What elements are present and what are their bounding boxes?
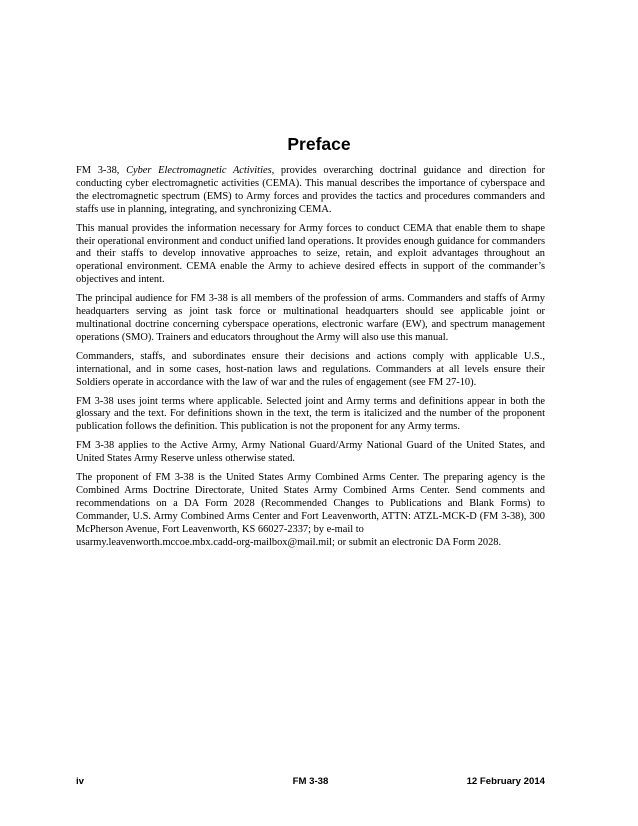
paragraph-scope: This manual provides the information necessary for Army forces to conduct CEMA that enable them to shape their operational environment and conduct unified land operations. It provides enough guidance for commanders and their staffs to develop innovative approaches to seize, retain, and exploit advantages throughout an operational environment. CEMA enable the Army to achieve desired effects in support of the commander’s objectives and intent. [76, 222, 545, 286]
proponent-email: usarmy.leavenworth.mccoe.mbx.cadd-org-mailbox@mail.mil; or submit an electronic DA Form 2028. [76, 536, 502, 548]
footer-publication: FM 3-38 [292, 776, 329, 787]
paragraph-purpose-lead: FM 3-38, [76, 165, 127, 176]
page-title: Preface [287, 134, 351, 154]
paragraph-audience: The principal audience for FM 3-38 is all members of the profession of arms. Commanders and staffs of Army headquarters serving as joint task force or multinational headquarters should see applicable joint or multinational doctrine concerning cyberspace operations, electronic warfare (EW), and spectrum management operations (SMO). Trainers and educators throughout the Army will also use this manual. [76, 293, 545, 343]
paragraph-proponent-text: The proponent of FM 3-38 is the United States Army Combined Arms Center. The preparing agency is the Combined Arms Doctrine Directorate, United States Army Combined Arms Center. Send comments and recommendations on a DA Form 2028 (Recommended Changes to Publications and Blank Forms) to Commander, U.S. Army Combined Arms Center and Fort Leavenworth, ATTN: ATZL-MCK-D (FM 3-38), 300 McPherson Avenue, Fort Leavenworth, KS 66027-2337; by e-mail to [76, 472, 545, 535]
paragraph-purpose [76, 165, 545, 217]
paragraph-purpose-rest: , provides overarching doctrinal guidance and direction for conducting cyber electromagnetic activities (CEMA). This manual describes the importance of cyberspace and the electromagnetic spectrum (EMS) to Army forces and provides the tactics and procedures commanders and staffs use in planning, integrating, and synchronizing CEMA. [76, 165, 545, 215]
paragraph-applicability: FM 3-38 applies to the Active Army, Army National Guard/Army National Guard of the United States, and United States Army Reserve unless otherwise stated. [76, 440, 545, 465]
footer-date: 12 February 2014 [466, 776, 545, 787]
paragraph-proponent [76, 472, 545, 549]
preface-body [76, 165, 545, 555]
footer-page-number: iv [76, 776, 85, 787]
manual-title: Cyber Electromagnetic Activities [126, 165, 272, 176]
page-footer [76, 775, 545, 789]
paragraph-terms: FM 3-38 uses joint terms where applicable. Selected joint and Army terms and definitions appear in both the glossary and the text. For definitions shown in the text, the term is italicized and the number of the proponent publication follows the definition. This publication is not the proponent for any Army terms. [76, 395, 545, 433]
paragraph-legal: Commanders, staffs, and subordinates ensure their decisions and actions comply with applicable U.S., international, and in some cases, host-nation laws and regulations. Commanders at all levels ensure their Soldiers operate in accordance with the law of war and the rules of engagement (see FM 27-10). [76, 350, 545, 388]
